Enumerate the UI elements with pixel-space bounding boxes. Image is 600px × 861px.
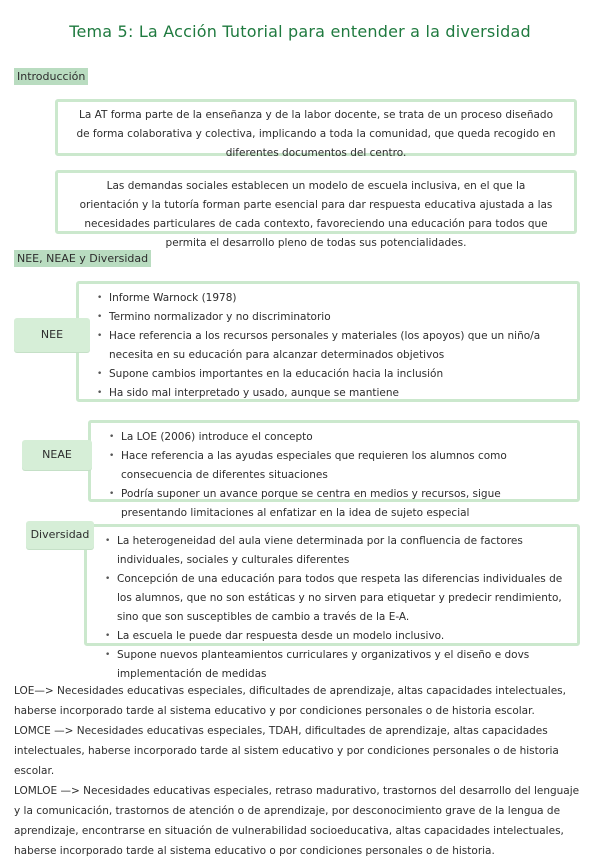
intro-box-2 [55, 170, 577, 249]
intro-box-1 [55, 99, 577, 159]
diversidad-list [87, 527, 577, 684]
section-label-introduccion: Introducción [14, 68, 88, 85]
diversidad-box [84, 524, 580, 680]
list-item: • Hace referencia a los recursos personales y materiales (los apoyos) que un niño/a necesita en su educación para alcanzar determinados objetivos [109, 327, 569, 365]
page-title: Tema 5: La Acción Tutorial para entender a la diversidad [69, 22, 531, 41]
nee-tag: NEE [14, 318, 90, 352]
neae-tag: NEAE [22, 440, 92, 470]
list-item: • Ha sido mal interpretado y usado, aunque se mantiene [109, 384, 569, 403]
neae-list [91, 423, 577, 523]
law-loe: LOE—> Necesidades educativas especiales, dificultades de aprendizaje, altas capacidades intelectuales, haberse incorporado tarde al sistema educativo y por condiciones personales o de historia escolar. [14, 685, 566, 717]
law-lomloe: LOMLOE —> Necesidades educativas especiales, retraso madurativo, trastornos del desarrollo del lenguaje y la comunicación, trastornos de atención o de aprendizaje, por desconocimiento grave de la lengua de aprendizaje, encontrarse en situación de vulnerabilidad socioeducativa, altas capacidades intelectuales, haberse incorporado tarde al sistema educativo o por condiciones personales o de historia. [14, 785, 580, 857]
nee-list [79, 284, 577, 403]
list-item: • Supone cambios importantes en la educación hacia la inclusión [109, 365, 569, 384]
intro-text-2: Las demandas sociales establecen un modelo de escuela inclusiva, en el que la orientación y la tutoría forman parte esencial para dar respuesta educativa ajustada a las necesidades particulares de cada contexto, favoreciendo una educación para todos que permita el desarrollo pleno de todas sus potencialidades. [79, 180, 553, 249]
list-item: • Termino normalizador y no discriminatorio [109, 308, 569, 327]
intro-text-1: La AT forma parte de la enseñanza y de la labor docente, se trata de un proceso diseñado de forma colaborativa y colectiva, implicando a toda la comunidad, que queda recogido en diferentes documentos del centro. [76, 109, 556, 159]
law-lomce: LOMCE —> Necesidades educativas especiales, TDAH, dificultades de aprendizaje, altas capacidades intelectuales, haberse incorporado tarde al sistem educativo y por condiciones personales o de historia escolar. [14, 725, 559, 777]
laws-section [14, 681, 586, 861]
list-item: • Podría suponer un avance porque se centra en medios y recursos, sigue presentando limitaciones al enfatizar en la idea de sujeto especial [121, 485, 569, 523]
list-item: • La escuela le puede dar respuesta desde un modelo inclusivo. [117, 627, 569, 646]
nee-box [76, 281, 580, 402]
list-item: • Hace referencia a las ayudas especiales que requieren los alumnos como consecuencia de diferentes situaciones [121, 447, 569, 485]
list-item: • La LOE (2006) introduce el concepto [121, 428, 569, 447]
list-item: • Concepción de una educación para todos que respeta las diferencias individuales de los alumnos, que no son estáticas y no sirven para etiquetar y predecir rendimiento, sino que son susceptibles de cambio a través de la E-A. [117, 570, 569, 627]
neae-box [88, 420, 580, 519]
diversidad-tag: Diversidad [26, 521, 94, 549]
list-item: • Supone nuevos planteamientos curriculares y organizativos y el diseño e dovs implementación de medidas [117, 646, 569, 684]
section-label-nee-neae-diversidad: NEE, NEAE y Diversidad [14, 250, 151, 267]
list-item: • Informe Warnock (1978) [109, 289, 569, 308]
list-item: • La heterogeneidad del aula viene determinada por la confluencia de factores individuales, sociales y culturales diferentes [117, 532, 569, 570]
